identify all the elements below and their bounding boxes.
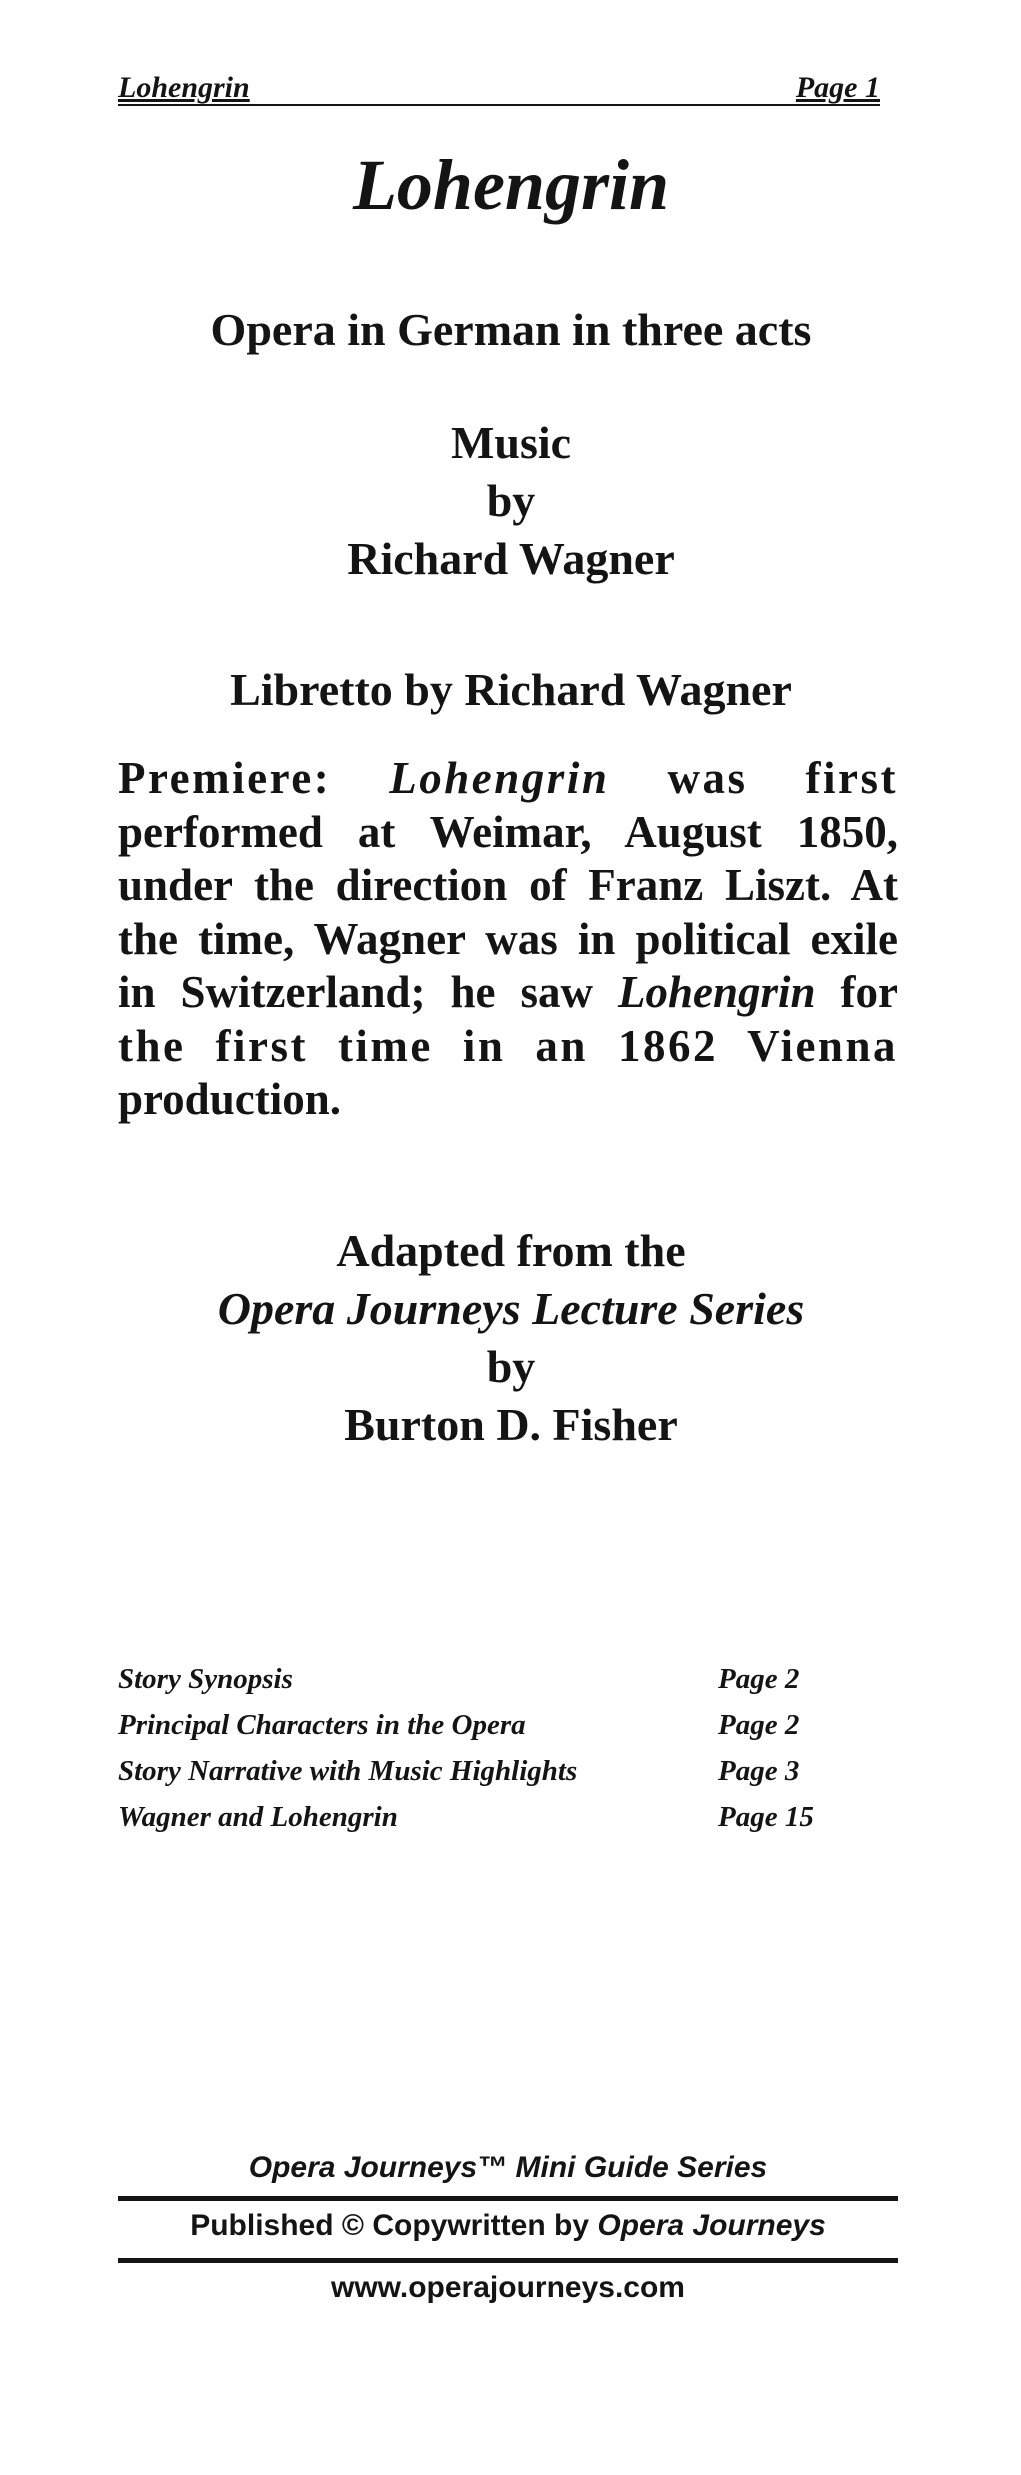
- libretto-credit: Libretto by Richard Wagner: [230, 664, 792, 715]
- adapted-by: by: [486, 1341, 536, 1392]
- page-title: Lohengrin: [352, 145, 670, 225]
- music-by: by: [486, 475, 536, 526]
- publisher-name: Opera Journeys: [597, 2209, 826, 2242]
- premiere-line: [118, 966, 898, 1020]
- premiere-line: performed at Weimar, August 1850,: [118, 806, 898, 857]
- toc-entry-page: Page 15: [718, 1801, 814, 1833]
- toc-row: [118, 1748, 878, 1794]
- premiere-line: production.: [118, 1074, 341, 1124]
- running-header: [118, 72, 880, 106]
- premiere-label: Premiere:: [118, 753, 332, 803]
- adapted-label: Adapted from the: [336, 1225, 686, 1276]
- premiere-line: under the direction of Franz Liszt. At: [118, 860, 898, 910]
- table-of-contents: [118, 1656, 878, 1840]
- toc-entry-title: Story Synopsis: [118, 1663, 293, 1695]
- adaptation-credit: [118, 1222, 904, 1454]
- toc-entry-title: Wagner and Lohengrin: [118, 1801, 398, 1833]
- premiere-text: in Switzerland; he saw: [118, 967, 593, 1017]
- header-page-number: Page 1: [795, 71, 880, 104]
- published-prefix: Published © Copywritten by: [190, 2209, 590, 2242]
- premiere-line: [118, 752, 898, 806]
- toc-entry-title: Principal Characters in the Opera: [118, 1709, 526, 1741]
- opera-title-inline: Lohengrin: [617, 967, 816, 1017]
- author-name: Burton D. Fisher: [344, 1399, 678, 1450]
- lecture-series-title: Opera Journeys Lecture Series: [217, 1283, 805, 1334]
- music-credit: [118, 414, 904, 588]
- premiere-line: the time, Wagner was in political exile: [118, 913, 898, 964]
- footer-divider: [118, 2196, 898, 2201]
- premiere-line: the first time in an 1862 Vienna: [118, 1020, 898, 1071]
- guide-series-label: Opera Journeys™ Mini Guide Series: [248, 2151, 768, 2184]
- toc-entry-page: Page 2: [718, 1663, 800, 1695]
- premiere-paragraph: [118, 752, 898, 1127]
- toc-row: [118, 1656, 878, 1702]
- toc-entry-page: Page 3: [718, 1755, 800, 1787]
- website-url: www.operajourneys.com: [331, 2271, 685, 2304]
- music-label: Music: [450, 417, 572, 468]
- opera-subtitle: Opera in German in three acts: [210, 304, 812, 355]
- composer-name: Richard Wagner: [347, 533, 675, 584]
- premiere-text: was first: [667, 753, 899, 803]
- premiere-text: for: [840, 967, 899, 1017]
- toc-row: [118, 1702, 878, 1748]
- toc-entry-title: Story Narrative with Music Highlights: [118, 1755, 578, 1787]
- opera-title-inline: Lohengrin: [389, 753, 610, 803]
- publisher-line: [118, 2208, 898, 2244]
- header-title: Lohengrin: [118, 71, 250, 104]
- toc-entry-page: Page 2: [718, 1709, 800, 1741]
- footer-divider: [118, 2258, 898, 2263]
- toc-row: [118, 1794, 878, 1840]
